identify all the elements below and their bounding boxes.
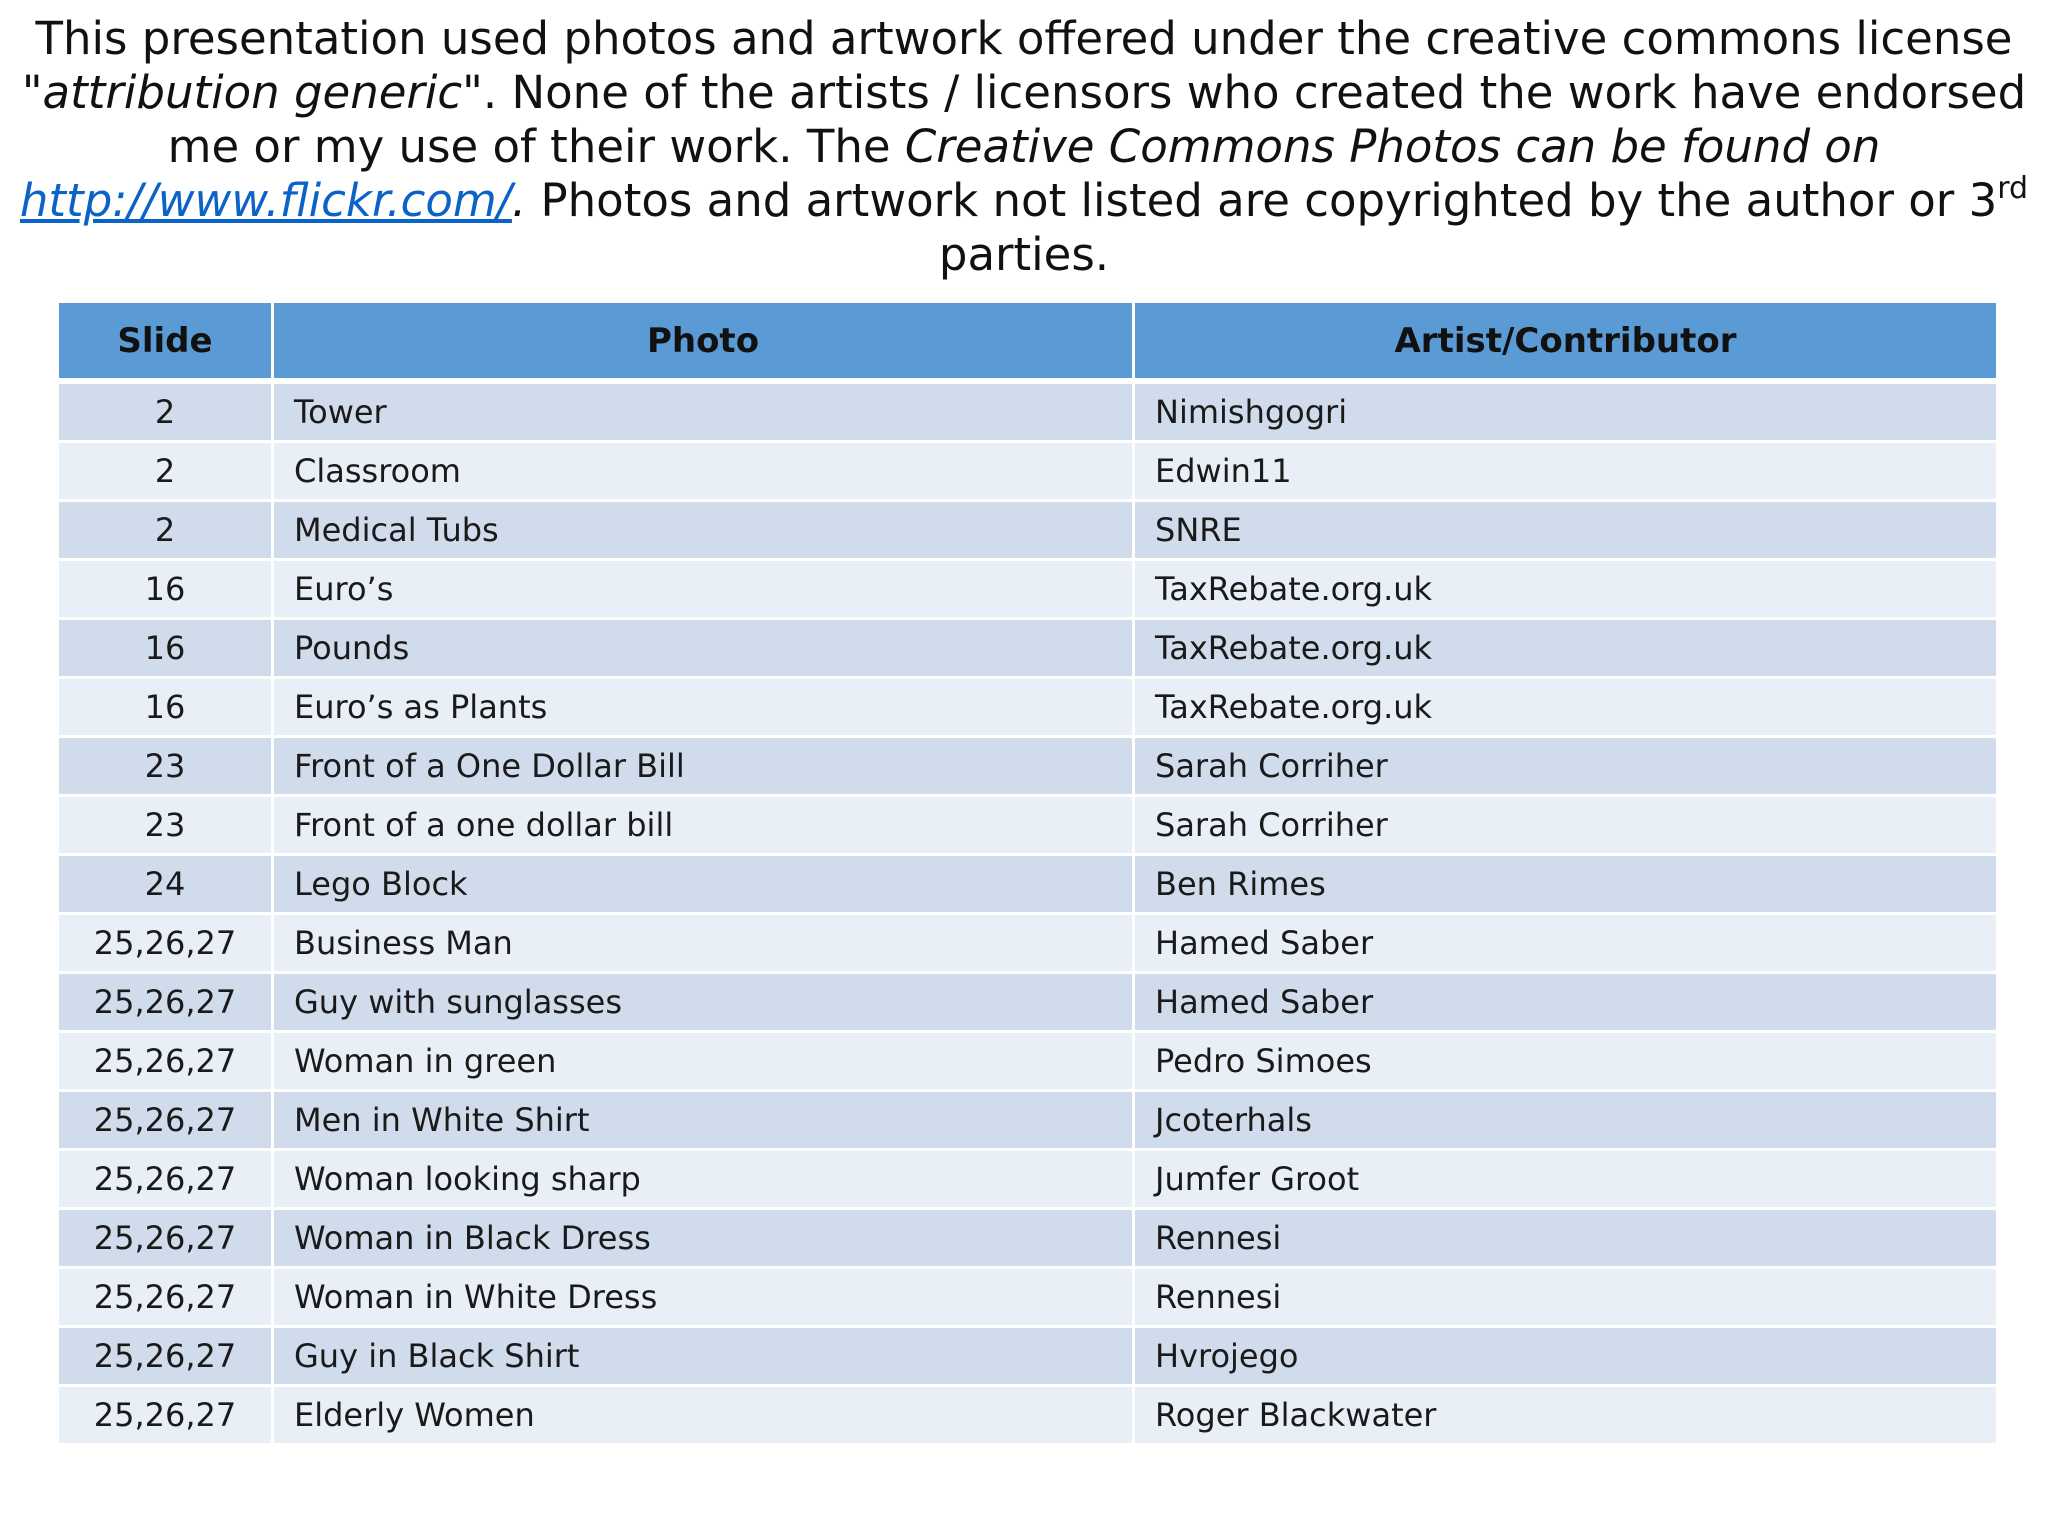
- table-row: [58, 560, 1998, 619]
- table-row: [58, 1032, 1998, 1091]
- photo-cell: Woman looking sharp: [273, 1150, 1134, 1209]
- photo-cell: Tower: [273, 381, 1134, 442]
- table-row: [58, 1209, 1998, 1268]
- photo-cell: Euro’s as Plants: [273, 678, 1134, 737]
- artist-cell: SNRE: [1134, 501, 1998, 560]
- notice-text: parties.: [938, 228, 1110, 281]
- source-phrase: Creative Commons Photos can be found on: [904, 120, 1881, 173]
- table-row: [58, 1150, 1998, 1209]
- artist-cell: Hamed Saber: [1134, 914, 1998, 973]
- slide-cell: 25,26,27: [58, 1327, 273, 1386]
- photo-cell: Woman in green: [273, 1032, 1134, 1091]
- notice-text: This presentation used photos and artwork offered under the creative commons license: [35, 12, 2013, 65]
- table-row: [58, 1327, 1998, 1386]
- table-row: [58, 381, 1998, 442]
- slide-cell: 25,26,27: [58, 1032, 273, 1091]
- license-notice: [16, 12, 2032, 282]
- slide-cell: 24: [58, 855, 273, 914]
- slide-cell: 25,26,27: [58, 1209, 273, 1268]
- photo-cell: Guy in Black Shirt: [273, 1327, 1134, 1386]
- table-row: [58, 1091, 1998, 1150]
- photo-cell: Pounds: [273, 619, 1134, 678]
- table-header-row: [58, 302, 1998, 382]
- table-row: [58, 796, 1998, 855]
- artist-cell: Roger Blackwater: [1134, 1386, 1998, 1445]
- table-row: [58, 1386, 1998, 1445]
- link-suffix: .: [511, 174, 527, 227]
- photo-credits-table: [56, 300, 1999, 1446]
- photo-cell: Business Man: [273, 914, 1134, 973]
- table-row: [58, 619, 1998, 678]
- photo-cell: Lego Block: [273, 855, 1134, 914]
- photo-cell: Front of a One Dollar Bill: [273, 737, 1134, 796]
- photo-cell: Guy with sunglasses: [273, 973, 1134, 1032]
- table-row: [58, 914, 1998, 973]
- artist-column-header: Artist/Contributor: [1134, 302, 1998, 382]
- artist-cell: Nimishgogri: [1134, 381, 1998, 442]
- slide-cell: 23: [58, 737, 273, 796]
- artist-cell: Jcoterhals: [1134, 1091, 1998, 1150]
- artist-cell: Pedro Simoes: [1134, 1032, 1998, 1091]
- artist-cell: Hamed Saber: [1134, 973, 1998, 1032]
- table-row: [58, 501, 1998, 560]
- slide-cell: 23: [58, 796, 273, 855]
- slide-cell: 16: [58, 678, 273, 737]
- license-name: "attribution generic": [21, 66, 483, 119]
- artist-cell: Ben Rimes: [1134, 855, 1998, 914]
- artist-cell: TaxRebate.org.uk: [1134, 678, 1998, 737]
- photo-cell: Elderly Women: [273, 1386, 1134, 1445]
- slide-cell: 2: [58, 442, 273, 501]
- slide-cell: 2: [58, 381, 273, 442]
- table-row: [58, 678, 1998, 737]
- table-row: [58, 973, 1998, 1032]
- slide-cell: 25,26,27: [58, 914, 273, 973]
- photo-cell: Woman in Black Dress: [273, 1209, 1134, 1268]
- flickr-link[interactable]: http://www.flickr.com/: [19, 174, 512, 227]
- slide-cell: 25,26,27: [58, 1268, 273, 1327]
- slide-cell: 16: [58, 619, 273, 678]
- photo-cell: Classroom: [273, 442, 1134, 501]
- slide-cell: 25,26,27: [58, 1386, 273, 1445]
- artist-cell: Hvrojego: [1134, 1327, 1998, 1386]
- slide-column-header: Slide: [58, 302, 273, 382]
- photo-column-header: Photo: [273, 302, 1134, 382]
- artist-cell: Edwin11: [1134, 442, 1998, 501]
- artist-cell: TaxRebate.org.uk: [1134, 560, 1998, 619]
- photo-cell: Euro’s: [273, 560, 1134, 619]
- notice-text: . None of the artists / licensors who created the work have endorsed me or my use of their work. The: [167, 66, 2027, 173]
- notice-text: Photos and artwork not listed are copyrighted by the author or 3: [526, 174, 1998, 227]
- photo-cell: Woman in White Dress: [273, 1268, 1134, 1327]
- table-row: [58, 737, 1998, 796]
- photo-cell: Medical Tubs: [273, 501, 1134, 560]
- photo-cell: Men in White Shirt: [273, 1091, 1134, 1150]
- artist-cell: Jumfer Groot: [1134, 1150, 1998, 1209]
- slide-cell: 25,26,27: [58, 1150, 273, 1209]
- table-row: [58, 855, 1998, 914]
- photo-cell: Front of a one dollar bill: [273, 796, 1134, 855]
- artist-cell: Sarah Corriher: [1134, 796, 1998, 855]
- ordinal-superscript: rd: [1997, 171, 2029, 206]
- table-row: [58, 1268, 1998, 1327]
- artist-cell: TaxRebate.org.uk: [1134, 619, 1998, 678]
- artist-cell: Rennesi: [1134, 1268, 1998, 1327]
- artist-cell: Sarah Corriher: [1134, 737, 1998, 796]
- artist-cell: Rennesi: [1134, 1209, 1998, 1268]
- slide-cell: 16: [58, 560, 273, 619]
- slide-cell: 2: [58, 501, 273, 560]
- table-row: [58, 442, 1998, 501]
- slide-cell: 25,26,27: [58, 973, 273, 1032]
- slide-cell: 25,26,27: [58, 1091, 273, 1150]
